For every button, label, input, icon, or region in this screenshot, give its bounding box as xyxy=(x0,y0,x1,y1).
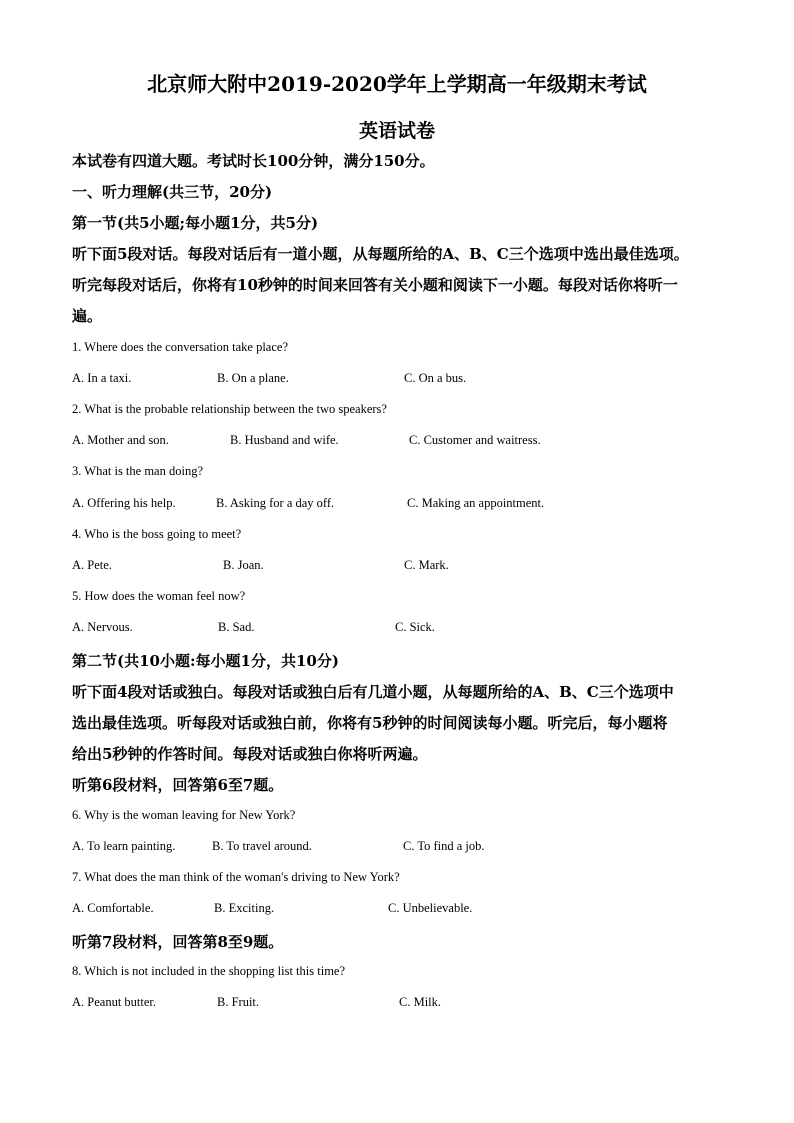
section2-instruction-line: 选出最佳选项。听每段对话或独白前，你将有5秒钟的时间阅读每小题。听完后，每小题将 xyxy=(72,714,668,732)
part-heading: 一、听力理解(共三节，20分) xyxy=(72,183,273,201)
question: 8. Which is not included in the shopping list this time? xyxy=(72,964,346,978)
option-a: A. Pete. xyxy=(72,558,112,572)
option-b: B. On a plane. xyxy=(217,371,289,385)
option-a: A. Peanut butter. xyxy=(72,995,157,1009)
option-c: C. Mark. xyxy=(404,558,449,572)
section2-instruction-line: 给出5秒钟的作答时间。每段对话或独白你将听两遍。 xyxy=(72,745,428,763)
option-a: A. Nervous. xyxy=(72,620,133,634)
option-b: B. Sad. xyxy=(218,620,255,634)
question: 6. Why is the woman leaving for New York? xyxy=(72,808,296,822)
option-a: A. To learn painting. xyxy=(72,839,176,853)
question: 1. Where does the conversation take place? xyxy=(72,340,288,354)
option-b: B. Exciting. xyxy=(214,901,275,915)
question: 4. Who is the boss going to meet? xyxy=(72,527,242,541)
section1-heading: 第一节(共5小题;每小题1分，共5分) xyxy=(72,214,319,232)
option-c: C. Unbelievable. xyxy=(388,901,473,915)
section1-instruction-line: 听完每段对话后，你将有10秒钟的时间来回答有关小题和阅读下一小题。每段对话你将听一 xyxy=(72,276,678,294)
option-b: B. Joan. xyxy=(223,558,264,572)
option-a: A. Offering his help. xyxy=(72,496,176,510)
option-b: B. To travel around. xyxy=(212,839,312,853)
question: 2. What is the probable relationship between the two speakers? xyxy=(72,402,387,416)
option-b: B. Asking for a day off. xyxy=(216,496,335,510)
option-b: B. Fruit. xyxy=(217,995,260,1009)
option-c: C. To find a job. xyxy=(403,839,485,853)
exam-intro: 本试卷有四道大题。考试时长100分钟，满分150分。 xyxy=(72,152,435,170)
option-c: C. Sick. xyxy=(395,620,435,634)
question: 5. How does the woman feel now? xyxy=(72,589,246,603)
section2-instruction-line: 听下面4段对话或独白。每段对话或独白后有几道小题，从每题所给的A、B、C三个选项中 xyxy=(72,683,674,701)
section1-instruction-line: 遍。 xyxy=(72,307,103,325)
question: 3. What is the man doing? xyxy=(72,464,203,478)
option-c: C. Customer and waitress. xyxy=(409,433,541,447)
option-a: A. Comfortable. xyxy=(72,901,154,915)
section2-heading: 第二节(共10小题:每小题1分，共10分) xyxy=(72,652,339,670)
option-c: C. Milk. xyxy=(399,995,442,1009)
option-c: C. On a bus. xyxy=(404,371,467,385)
option-a: A. In a taxi. xyxy=(72,371,132,385)
exam-title: 北京师大附中2019-2020学年上学期高一年级期末考试 xyxy=(147,72,647,96)
material-heading: 听第6段材料，回答第6至7题。 xyxy=(72,776,284,794)
question: 7. What does the man think of the woman's driving to New York? xyxy=(72,870,400,884)
option-b: B. Husband and wife. xyxy=(230,433,339,447)
section1-instruction-line: 听下面5段对话。每段对话后有一道小题，从每题所给的A、B、C三个选项中选出最佳选项。 xyxy=(72,245,689,263)
exam-subtitle: 英语试卷 xyxy=(358,120,435,142)
option-a: A. Mother and son. xyxy=(72,433,169,447)
option-c: C. Making an appointment. xyxy=(407,496,545,510)
material-heading: 听第7段材料，回答第8至9题。 xyxy=(72,933,284,951)
